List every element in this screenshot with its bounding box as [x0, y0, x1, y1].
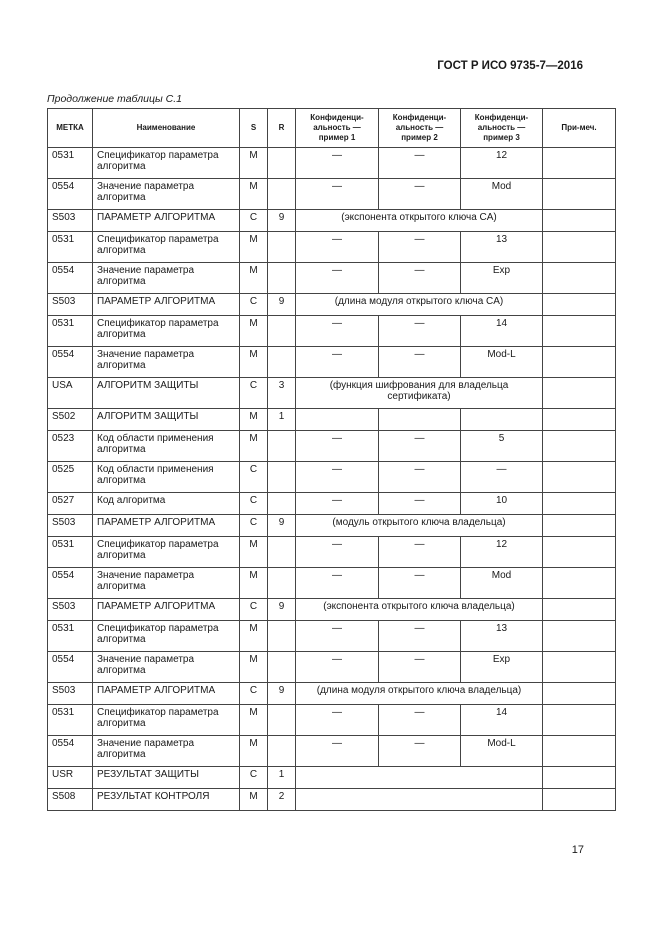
- table-row: [48, 767, 616, 789]
- cell-example-3: 13: [461, 621, 543, 652]
- table-row: [48, 705, 616, 736]
- table-row: [48, 263, 616, 294]
- cell-example-1: —: [296, 652, 379, 683]
- cell-r: 9: [268, 599, 296, 621]
- cell-example-2: —: [379, 316, 461, 347]
- cell-note: [543, 789, 616, 811]
- cell-example-2: —: [379, 652, 461, 683]
- cell-name: РЕЗУЛЬТАТ ЗАЩИТЫ: [93, 767, 240, 789]
- cell-r: [268, 232, 296, 263]
- table-row: [48, 431, 616, 462]
- cell-r: [268, 431, 296, 462]
- cell-example-2: —: [379, 179, 461, 210]
- cell-name: ПАРАМЕТР АЛГОРИТМА: [93, 294, 240, 316]
- cell-name: ПАРАМЕТР АЛГОРИТМА: [93, 683, 240, 705]
- cell-merged-empty: [296, 789, 543, 811]
- cell-example-1: —: [296, 179, 379, 210]
- cell-tag: 0531: [48, 316, 93, 347]
- cell-example-1: —: [296, 462, 379, 493]
- cell-name: Спецификатор параметра алгоритма: [93, 621, 240, 652]
- cell-name: Спецификатор параметра алгоритма: [93, 232, 240, 263]
- cell-s: M: [240, 431, 268, 462]
- cell-note: [543, 683, 616, 705]
- cell-example-1: —: [296, 621, 379, 652]
- cell-tag: 0554: [48, 347, 93, 378]
- cell-tag: 0531: [48, 705, 93, 736]
- cell-example-2: —: [379, 431, 461, 462]
- cell-r: [268, 537, 296, 568]
- table-row: [48, 179, 616, 210]
- col-header-note: При-меч.: [543, 109, 616, 148]
- cell-span-description: (функция шифрования для владельца сертификата): [296, 378, 543, 409]
- cell-name: Код области применения алгоритма: [93, 462, 240, 493]
- cell-example-1: —: [296, 263, 379, 294]
- cell-s: M: [240, 347, 268, 378]
- cell-example-3: Mod: [461, 179, 543, 210]
- cell-example-3: 13: [461, 232, 543, 263]
- cell-s: M: [240, 179, 268, 210]
- cell-note: [543, 294, 616, 316]
- cell-example-3: Exp: [461, 652, 543, 683]
- cell-r: [268, 179, 296, 210]
- cell-note: [543, 537, 616, 568]
- cell-note: [543, 232, 616, 263]
- cell-span-description: (длина модуля открытого ключа владельца): [296, 683, 543, 705]
- cell-note: [543, 767, 616, 789]
- cell-r: [268, 568, 296, 599]
- cell-name: Спецификатор параметра алгоритма: [93, 148, 240, 179]
- cell-tag: S503: [48, 599, 93, 621]
- cell-tag: 0523: [48, 431, 93, 462]
- cell-example-3: 14: [461, 316, 543, 347]
- cell-r: [268, 316, 296, 347]
- cell-r: [268, 705, 296, 736]
- cell-r: 1: [268, 409, 296, 431]
- cell-note: [543, 210, 616, 232]
- cell-example-3: [461, 409, 543, 431]
- cell-s: C: [240, 294, 268, 316]
- cell-example-1: —: [296, 232, 379, 263]
- cell-s: C: [240, 599, 268, 621]
- cell-s: M: [240, 263, 268, 294]
- table-row: [48, 210, 616, 232]
- cell-example-3: 14: [461, 705, 543, 736]
- cell-tag: S508: [48, 789, 93, 811]
- cell-tag: S503: [48, 210, 93, 232]
- cell-tag: 0554: [48, 736, 93, 767]
- cell-s: M: [240, 568, 268, 599]
- cell-example-2: —: [379, 232, 461, 263]
- cell-name: Значение параметра алгоритма: [93, 347, 240, 378]
- cell-tag: S503: [48, 294, 93, 316]
- page-number: 17: [571, 844, 584, 856]
- cell-span-description: (модуль открытого ключа владельца): [296, 515, 543, 537]
- cell-example-2: —: [379, 148, 461, 179]
- cell-name: ПАРАМЕТР АЛГОРИТМА: [93, 515, 240, 537]
- cell-tag: 0554: [48, 568, 93, 599]
- document-id: ГОСТ Р ИСО 9735-7—2016: [437, 60, 583, 72]
- cell-s: M: [240, 736, 268, 767]
- cell-note: [543, 378, 616, 409]
- cell-example-2: —: [379, 462, 461, 493]
- cell-tag: USA: [48, 378, 93, 409]
- cell-example-1: [296, 409, 379, 431]
- cell-example-2: —: [379, 537, 461, 568]
- cell-span-description: (экспонента открытого ключа CA): [296, 210, 543, 232]
- cell-s: M: [240, 705, 268, 736]
- cell-note: [543, 493, 616, 515]
- cell-r: 9: [268, 294, 296, 316]
- cell-example-2: —: [379, 347, 461, 378]
- table-row: [48, 621, 616, 652]
- cell-name: Значение параметра алгоритма: [93, 179, 240, 210]
- col-header-s: S: [240, 109, 268, 148]
- cell-example-2: [379, 409, 461, 431]
- cell-note: [543, 568, 616, 599]
- cell-s: M: [240, 537, 268, 568]
- cell-example-2: —: [379, 621, 461, 652]
- cell-r: [268, 736, 296, 767]
- cell-name: Значение параметра алгоритма: [93, 568, 240, 599]
- table-row: [48, 462, 616, 493]
- cell-tag: 0527: [48, 493, 93, 515]
- cell-tag: USR: [48, 767, 93, 789]
- cell-note: [543, 599, 616, 621]
- cell-name: Спецификатор параметра алгоритма: [93, 537, 240, 568]
- cell-name: РЕЗУЛЬТАТ КОНТРОЛЯ: [93, 789, 240, 811]
- cell-s: M: [240, 621, 268, 652]
- cell-s: C: [240, 515, 268, 537]
- cell-r: [268, 462, 296, 493]
- col-header-example-3: Конфиденци-альность — пример 3: [461, 109, 543, 148]
- col-header-example-2: Конфиденци-альность — пример 2: [379, 109, 461, 148]
- cell-name: Код области применения алгоритма: [93, 431, 240, 462]
- cell-s: M: [240, 409, 268, 431]
- cell-name: АЛГОРИТМ ЗАЩИТЫ: [93, 378, 240, 409]
- table-row: [48, 599, 616, 621]
- cell-note: [543, 515, 616, 537]
- cell-tag: 0554: [48, 652, 93, 683]
- cell-example-1: —: [296, 493, 379, 515]
- cell-tag: 0531: [48, 232, 93, 263]
- cell-r: [268, 652, 296, 683]
- table-row: [48, 294, 616, 316]
- cell-r: 3: [268, 378, 296, 409]
- cell-tag: 0554: [48, 179, 93, 210]
- cell-r: 9: [268, 515, 296, 537]
- table-row: [48, 568, 616, 599]
- cell-name: АЛГОРИТМ ЗАЩИТЫ: [93, 409, 240, 431]
- cell-example-3: 10: [461, 493, 543, 515]
- cell-example-3: —: [461, 462, 543, 493]
- cell-span-description: (экспонента открытого ключа владельца): [296, 599, 543, 621]
- cell-note: [543, 431, 616, 462]
- cell-s: C: [240, 378, 268, 409]
- table-row: [48, 409, 616, 431]
- cell-tag: 0531: [48, 537, 93, 568]
- cell-span-description: (длина модуля открытого ключа CA): [296, 294, 543, 316]
- cell-merged-empty: [296, 767, 543, 789]
- cell-r: 9: [268, 210, 296, 232]
- cell-example-1: —: [296, 316, 379, 347]
- cell-name: Значение параметра алгоритма: [93, 736, 240, 767]
- cell-example-2: —: [379, 263, 461, 294]
- table-row: [48, 378, 616, 409]
- cell-example-3: Mod: [461, 568, 543, 599]
- col-header-name: Наименование: [93, 109, 240, 148]
- table-row: [48, 652, 616, 683]
- cell-s: M: [240, 652, 268, 683]
- cell-note: [543, 621, 616, 652]
- cell-r: [268, 621, 296, 652]
- table-row: [48, 683, 616, 705]
- table-row: [48, 316, 616, 347]
- cell-example-3: 12: [461, 148, 543, 179]
- col-header-example-1: Конфиденци-альность — пример 1: [296, 109, 379, 148]
- cell-note: [543, 347, 616, 378]
- cell-s: M: [240, 148, 268, 179]
- cell-s: M: [240, 316, 268, 347]
- table-row: [48, 736, 616, 767]
- cell-note: [543, 705, 616, 736]
- col-header-tag: МЕТКА: [48, 109, 93, 148]
- cell-example-1: —: [296, 431, 379, 462]
- cell-note: [543, 263, 616, 294]
- cell-example-3: Mod-L: [461, 347, 543, 378]
- table-header-row: [48, 109, 616, 148]
- cell-r: [268, 347, 296, 378]
- cell-tag: 0531: [48, 148, 93, 179]
- cell-name: ПАРАМЕТР АЛГОРИТМА: [93, 210, 240, 232]
- table-caption: Продолжение таблицы С.1: [47, 93, 182, 105]
- cell-r: 1: [268, 767, 296, 789]
- cell-example-3: Mod-L: [461, 736, 543, 767]
- table-row: [48, 232, 616, 263]
- cell-s: C: [240, 493, 268, 515]
- col-header-r: R: [268, 109, 296, 148]
- table-row: [48, 347, 616, 378]
- cell-r: 9: [268, 683, 296, 705]
- cell-s: M: [240, 789, 268, 811]
- cell-note: [543, 736, 616, 767]
- cell-name: Значение параметра алгоритма: [93, 263, 240, 294]
- cell-example-1: —: [296, 568, 379, 599]
- cell-s: C: [240, 210, 268, 232]
- cell-note: [543, 179, 616, 210]
- cell-tag: S503: [48, 683, 93, 705]
- cell-name: Код алгоритма: [93, 493, 240, 515]
- cell-example-3: 5: [461, 431, 543, 462]
- cell-name: ПАРАМЕТР АЛГОРИТМА: [93, 599, 240, 621]
- table-row: [48, 537, 616, 568]
- table-row: [48, 789, 616, 811]
- cell-s: M: [240, 232, 268, 263]
- cell-s: C: [240, 683, 268, 705]
- cell-example-2: —: [379, 493, 461, 515]
- cell-example-3: Exp: [461, 263, 543, 294]
- cell-r: [268, 148, 296, 179]
- cell-r: [268, 263, 296, 294]
- table-body: [48, 148, 616, 811]
- cell-example-2: —: [379, 568, 461, 599]
- cell-r: 2: [268, 789, 296, 811]
- cell-example-1: —: [296, 736, 379, 767]
- data-table: [47, 108, 616, 811]
- cell-example-1: —: [296, 537, 379, 568]
- cell-name: Спецификатор параметра алгоритма: [93, 316, 240, 347]
- cell-note: [543, 409, 616, 431]
- cell-tag: S502: [48, 409, 93, 431]
- cell-name: Значение параметра алгоритма: [93, 652, 240, 683]
- cell-tag: 0525: [48, 462, 93, 493]
- cell-tag: S503: [48, 515, 93, 537]
- cell-note: [543, 316, 616, 347]
- table-row: [48, 493, 616, 515]
- table-row: [48, 148, 616, 179]
- cell-r: [268, 493, 296, 515]
- cell-name: Спецификатор параметра алгоритма: [93, 705, 240, 736]
- cell-tag: 0531: [48, 621, 93, 652]
- cell-note: [543, 652, 616, 683]
- cell-s: C: [240, 767, 268, 789]
- cell-note: [543, 148, 616, 179]
- cell-example-2: —: [379, 736, 461, 767]
- table-row: [48, 515, 616, 537]
- cell-example-3: 12: [461, 537, 543, 568]
- cell-tag: 0554: [48, 263, 93, 294]
- cell-example-1: —: [296, 705, 379, 736]
- cell-s: C: [240, 462, 268, 493]
- cell-example-1: —: [296, 148, 379, 179]
- cell-note: [543, 462, 616, 493]
- cell-example-2: —: [379, 705, 461, 736]
- cell-example-1: —: [296, 347, 379, 378]
